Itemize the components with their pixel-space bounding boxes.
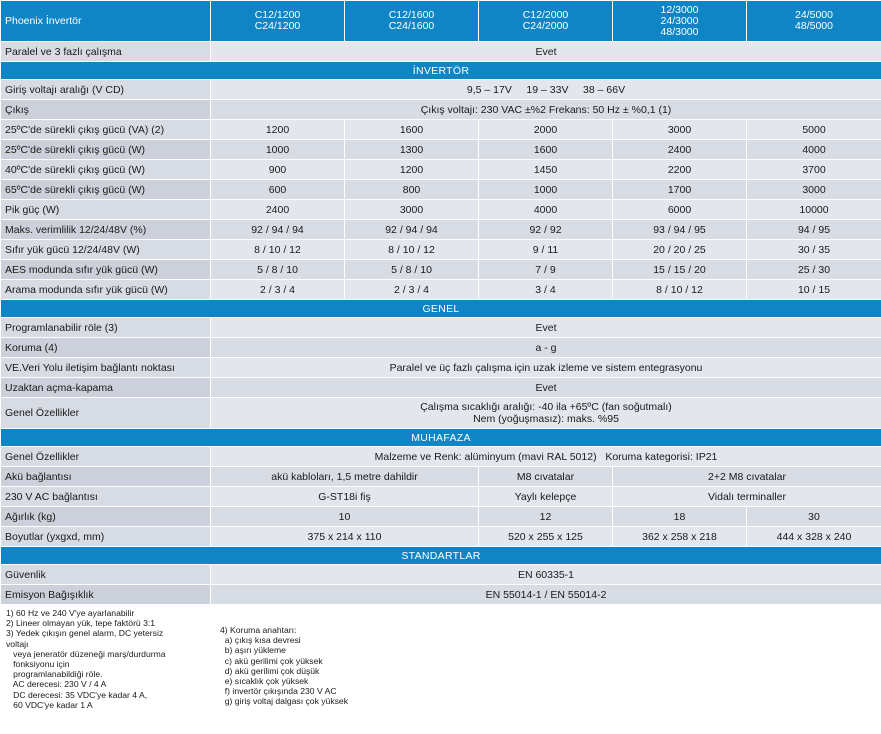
cell: 10: [211, 507, 479, 527]
model-3: C12/2000 C24/2000: [479, 1, 613, 42]
cell: 2 / 3 / 4: [211, 280, 345, 300]
cell: 5 / 8 / 10: [345, 260, 479, 280]
row-label: Genel Özellikler: [1, 447, 211, 467]
cell: 94 / 95: [747, 220, 881, 240]
row-label: 40ºC'de sürekli çıkış gücü (W): [1, 160, 211, 180]
cell: 10 / 15: [747, 280, 881, 300]
row-label: Maks. verimlilik 12/24/48V (%): [1, 220, 211, 240]
row-label: Boyutlar (yxgxd, mm): [1, 527, 211, 547]
row-label: Giriş voltajı aralığı (V CD): [1, 80, 211, 100]
row-value: Paralel ve üç fazlı çalışma için uzak izleme ve sistem entegrasyonu: [211, 358, 881, 378]
table-row: [1, 140, 881, 160]
cell: 5 / 8 / 10: [211, 260, 345, 280]
row-label: Ağırlık (kg): [1, 507, 211, 527]
cell: 1600: [345, 120, 479, 140]
cell: 2000: [479, 120, 613, 140]
cell: 1300: [345, 140, 479, 160]
row-label: Emisyon Bağışıklık: [1, 585, 211, 605]
cell: 20 / 20 / 25: [613, 240, 747, 260]
cell: 600: [211, 180, 345, 200]
cell: 12: [479, 507, 613, 527]
table-row: [1, 180, 881, 200]
table-row: [1, 358, 881, 378]
table-row: [1, 467, 881, 487]
section-header-enclosure: MUHAFAZA: [1, 429, 881, 447]
cell: 1000: [479, 180, 613, 200]
cell: 520 x 255 x 125: [479, 527, 613, 547]
table-row: [1, 120, 881, 140]
cell: 8 / 10 / 12: [345, 240, 479, 260]
row-label: VE.Veri Yolu iletişim bağlantı noktası: [1, 358, 211, 378]
product-name: Phoenix İnvertör: [1, 1, 211, 42]
row-value: EN 55014-1 / EN 55014-2: [211, 585, 881, 605]
table-row: [1, 507, 881, 527]
cell: 1200: [345, 160, 479, 180]
section-header-general: GENEL: [1, 300, 881, 318]
table-row: [1, 338, 881, 358]
cell: 1000: [211, 140, 345, 160]
table-row: [1, 447, 881, 467]
humidity: Nem (yoğuşmasız): maks. %95: [473, 413, 619, 425]
cell: 900: [211, 160, 345, 180]
row-label: AES modunda sıfır yük gücü (W): [1, 260, 211, 280]
cell: 3700: [747, 160, 881, 180]
cell: 2400: [211, 200, 345, 220]
cell: 8 / 10 / 12: [613, 280, 747, 300]
cell: 9 / 11: [479, 240, 613, 260]
row-value: EN 60335-1: [211, 565, 881, 585]
row-label: Güvenlik: [1, 565, 211, 585]
table-row: [1, 487, 881, 507]
model-2: C12/1600 C24/1600: [345, 1, 479, 42]
row-label: Programlanabilir röle (3): [1, 318, 211, 338]
table-row: [1, 585, 881, 605]
cell: 15 / 15 / 20: [613, 260, 747, 280]
row-value: Malzeme ve Renk: alüminyum (mavi RAL 5012) Koruma kategorisi: IP21: [211, 447, 881, 467]
cell: 30: [747, 507, 881, 527]
row-label: Koruma (4): [1, 338, 211, 358]
cell: 1200: [211, 120, 345, 140]
table-row: [1, 80, 881, 100]
row-label: 25ºC'de sürekli çıkış gücü (W): [1, 140, 211, 160]
cell: 375 x 214 x 110: [211, 527, 479, 547]
row-label: 65ºC'de sürekli çıkış gücü (W): [1, 180, 211, 200]
cell: Yaylı kelepçe: [479, 487, 613, 507]
row-value: 9,5 – 17V 19 – 33V 38 – 66V: [211, 80, 881, 100]
cell: 30 / 35: [747, 240, 881, 260]
row-label: Pik güç (W): [1, 200, 211, 220]
cell: Vidalı terminaller: [613, 487, 881, 507]
cell: 1600: [479, 140, 613, 160]
footnotes-right: 4) Koruma anahtarı: a) çıkış kısa devresi b) aşırı yükleme c) akü gerilimi çok yüksek d) akü gerilimi çok düşük e) sıcaklık çok yüksek f) invertör çıkışında 230 V AC g) giriş voltaj dalgası çok yüksek: [220, 625, 349, 707]
footnotes-left: 1) 60 Hz ve 240 V'ye ayarlanabilir 2) Lineer olmayan yük, tepe faktörü 3:1 3) Yedek çıkışın genel alarm, DC yetersiz voltajı veya jeneratör düzeneği marş/durdurma fonksiyonu için programlanabildiği röle. AC derecesi: 230 V / 4 A DC derecesi: 35 VDC'ye kadar 4 A, 60 VDC'ye kadar 1 A: [6, 608, 166, 710]
table-row: [1, 42, 881, 62]
row-label: 230 V AC bağlantısı: [1, 487, 211, 507]
cell: 10000: [747, 200, 881, 220]
table-row: [1, 565, 881, 585]
cell: 5000: [747, 120, 881, 140]
model-5: 24/5000 48/5000: [747, 1, 881, 42]
row-value: Evet: [211, 318, 881, 338]
cell: 3000: [613, 120, 747, 140]
cell: akü kabloları, 1,5 metre dahildir: [211, 467, 479, 487]
row-value: Çıkış voltajı: 230 VAC ±%2 Frekans: 50 Hz ± %0,1 (1): [211, 100, 881, 120]
cell: 3000: [345, 200, 479, 220]
model-1: C12/1200 C24/1200: [211, 1, 345, 42]
table-row: [1, 200, 881, 220]
row-label: Uzaktan açma-kapama: [1, 378, 211, 398]
cell: 93 / 94 / 95: [613, 220, 747, 240]
table-row: [1, 240, 881, 260]
section-header-inverter: İNVERTÖR: [1, 62, 881, 80]
cell: 2400: [613, 140, 747, 160]
row-label: Akü bağlantısı: [1, 467, 211, 487]
cell: 92 / 94 / 94: [345, 220, 479, 240]
table-row: [1, 527, 881, 547]
cell: 92 / 92: [479, 220, 613, 240]
table-row: [1, 220, 881, 240]
cell: 1700: [613, 180, 747, 200]
row-value: Evet: [211, 378, 881, 398]
cell: 1450: [479, 160, 613, 180]
cell: 3 / 4: [479, 280, 613, 300]
cell: 2+2 M8 cıvatalar: [613, 467, 881, 487]
row-label: 25ºC'de sürekli çıkış gücü (VA) (2): [1, 120, 211, 140]
cell: 6000: [613, 200, 747, 220]
table-row: [1, 160, 881, 180]
cell: 2 / 3 / 4: [345, 280, 479, 300]
header-row: [1, 1, 881, 42]
cell: 2200: [613, 160, 747, 180]
row-label: Çıkış: [1, 100, 211, 120]
table-row: [1, 318, 881, 338]
row-label: Arama modunda sıfır yük gücü (W): [1, 280, 211, 300]
cell: M8 cıvatalar: [479, 467, 613, 487]
row-value: Evet: [211, 42, 881, 62]
cell: 444 x 328 x 240: [747, 527, 881, 547]
cell: 3000: [747, 180, 881, 200]
cell: 18: [613, 507, 747, 527]
row-label: Genel Özellikler: [1, 398, 211, 429]
cell: 8 / 10 / 12: [211, 240, 345, 260]
row-value: [211, 398, 881, 429]
section-header-standards: STANDARTLAR: [1, 547, 881, 565]
table-row: [1, 280, 881, 300]
table-row: [1, 100, 881, 120]
row-label: Sıfır yük gücü 12/24/48V (W): [1, 240, 211, 260]
model-4: 12/3000 24/3000 48/3000: [613, 1, 747, 42]
cell: 25 / 30: [747, 260, 881, 280]
cell: 7 / 9: [479, 260, 613, 280]
cell: 4000: [479, 200, 613, 220]
cell: 800: [345, 180, 479, 200]
cell: 92 / 94 / 94: [211, 220, 345, 240]
cell: 4000: [747, 140, 881, 160]
row-label: Paralel ve 3 fazlı çalışma: [1, 42, 211, 62]
table-row: [1, 378, 881, 398]
cell: 362 x 258 x 218: [613, 527, 747, 547]
operating-temp: Çalışma sıcaklığı aralığı: -40 ila +65ºC (fan soğutmalı): [420, 401, 672, 413]
cell: G-ST18i fiş: [211, 487, 479, 507]
table-row: [1, 260, 881, 280]
table-row: [1, 398, 881, 429]
row-value: a - g: [211, 338, 881, 358]
